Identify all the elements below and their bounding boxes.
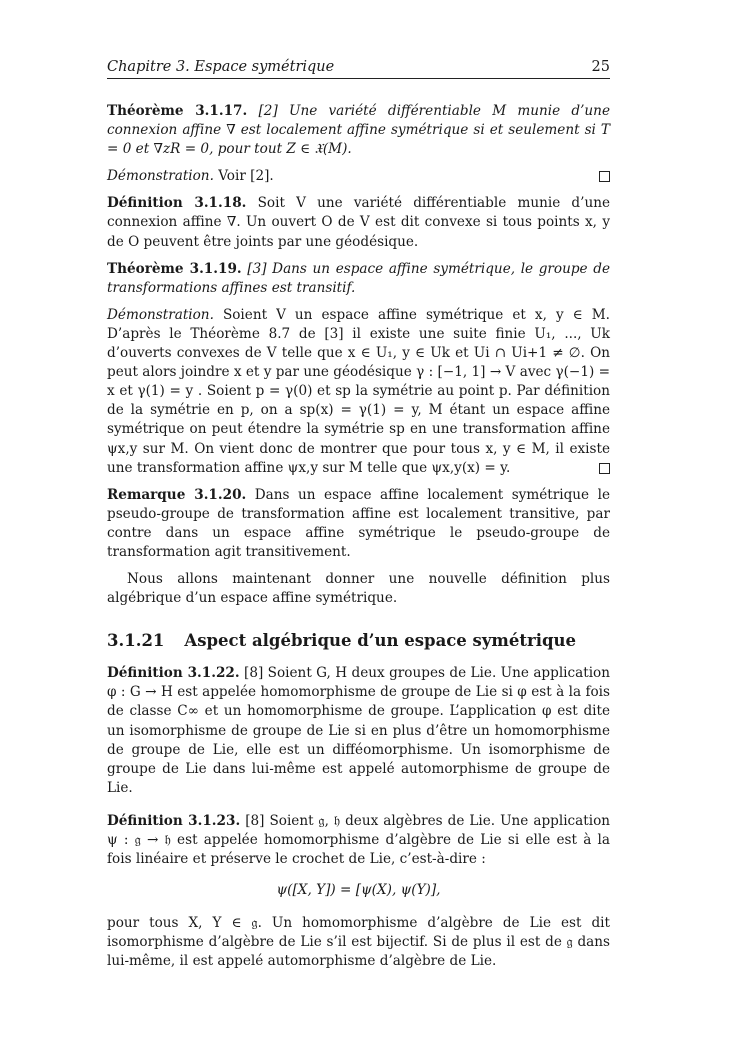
theorem-text: [2] Une variété différentiable M munie d’une connexion affine ∇ est localement affine symétrique si et seulement si T = 0 et ∇zR = 0, pour tout Z ∈ 𝔛(M).: [107, 103, 610, 158]
proof-label: Démonstration.: [107, 168, 214, 185]
qed-square-icon: [599, 171, 610, 182]
theorem-3-1-17: [107, 102, 610, 159]
definition-continuation: pour tous X, Y ∈ 𝔤. Un homomorphisme d’algèbre de Lie est dit isomorphisme d’algèbre de Lie s’il est bijectif. Si de plus il est de 𝔤 dans lui-même, il est appelé automorphisme d’algèbre de Lie.: [107, 915, 610, 970]
proof-text: Soient V un espace affine symétrique et x, y ∈ M. D’après le Théorème 8.7 de [3] il existe une suite finie U₁, ..., Uk d’ouverts convexes de V telle que x ∈ U₁, y ∈ Uk et Ui ∩ Ui+1 ≠ ∅. On peut alors joindre x et y par une géodésique γ : [−1, 1] → V avec γ(−1) = x et γ(1) = y . Soient p = γ(0) et sp la symétrie au point p. Par définition de la symétrie en p, on a sp(x) = γ(1) = y, M étant un espace affine symétrique on peut étendre la symétrie sp en une transformation affine ψx,y sur M. On vient donc de montrer que pour tous x, y ∈ M, il existe une transformation affine ψx,y sur M telle que ψx,y(x) = y.: [107, 306, 610, 476]
definition-3-1-23: [107, 812, 610, 869]
definition-label: Définition 3.1.22.: [107, 665, 240, 682]
theorem-label: Théorème 3.1.17.: [107, 103, 248, 119]
proof-1: [107, 167, 610, 186]
section-number: 3.1.21: [107, 631, 165, 651]
display-formula: ψ([X, Y]) = [ψ(X), ψ(Y)],: [276, 882, 441, 899]
definition-text: [8] Soient 𝔤, 𝔥 deux algèbres de Lie. Une application ψ : 𝔤 → 𝔥 est appelée homomorphisme d’algèbre de Lie si elle est à la fois linéaire et préserve le crochet de Lie, c’est-à-dire :: [107, 812, 611, 868]
definition-label: Définition 3.1.18.: [107, 195, 247, 212]
theorem-text: [3] Dans un espace affine symétrique, le groupe de transformations affines est transitif.: [107, 260, 610, 296]
remark-text: Dans un espace affine localement symétrique le pseudo-groupe de transformation affine est localement transitive, par contre dans un espace affine symétrique le pseudo-groupe de transformation agit transitivement.: [107, 486, 610, 560]
proof-text: Voir [2].: [218, 168, 274, 185]
page-body: [107, 102, 610, 980]
remark-3-1-20: [107, 486, 610, 562]
definition-text: [8] Soient G, H deux groupes de Lie. Une application φ : G → H est appelée homomorphisme de groupe de Lie si φ est à la fois de classe C∞ et un homomorphisme de groupe. L’application φ est dite un isomorphisme de groupe de Lie si en plus d’être un homomorphisme de groupe de Lie, elle est un difféomorphisme. Un isomorphisme de groupe de Lie dans lui-même est appelé automorphisme de groupe de Lie.: [107, 665, 610, 796]
section-heading: [107, 630, 610, 652]
definition-text: Soit V une variété différentiable munie d’une connexion affine ∇. Un ouvert O de V est dit convexe si tous points x, y de O peuvent être joints par une géodésique.: [107, 195, 611, 250]
qed-square-icon: [599, 463, 610, 474]
chapter-title: Chapitre 3. Espace symétrique: [107, 59, 335, 75]
definition-3-1-22: [107, 664, 610, 798]
page-number: 25: [591, 59, 610, 75]
proof-2: [107, 306, 610, 478]
theorem-label: Théorème 3.1.19.: [107, 260, 242, 277]
transition-paragraph: Nous allons maintenant donner une nouvelle définition plus algébrique d’un espace affine symétrique.: [107, 571, 610, 607]
definition-label: Définition 3.1.23.: [107, 812, 241, 829]
definition-3-1-18: [107, 194, 610, 251]
remark-label: Remarque 3.1.20.: [107, 486, 247, 503]
running-header: [107, 58, 610, 79]
theorem-3-1-19: [107, 260, 610, 298]
section-title: Aspect algébrique d’un espace symétrique: [184, 631, 576, 651]
proof-label: Démonstration.: [107, 306, 214, 323]
